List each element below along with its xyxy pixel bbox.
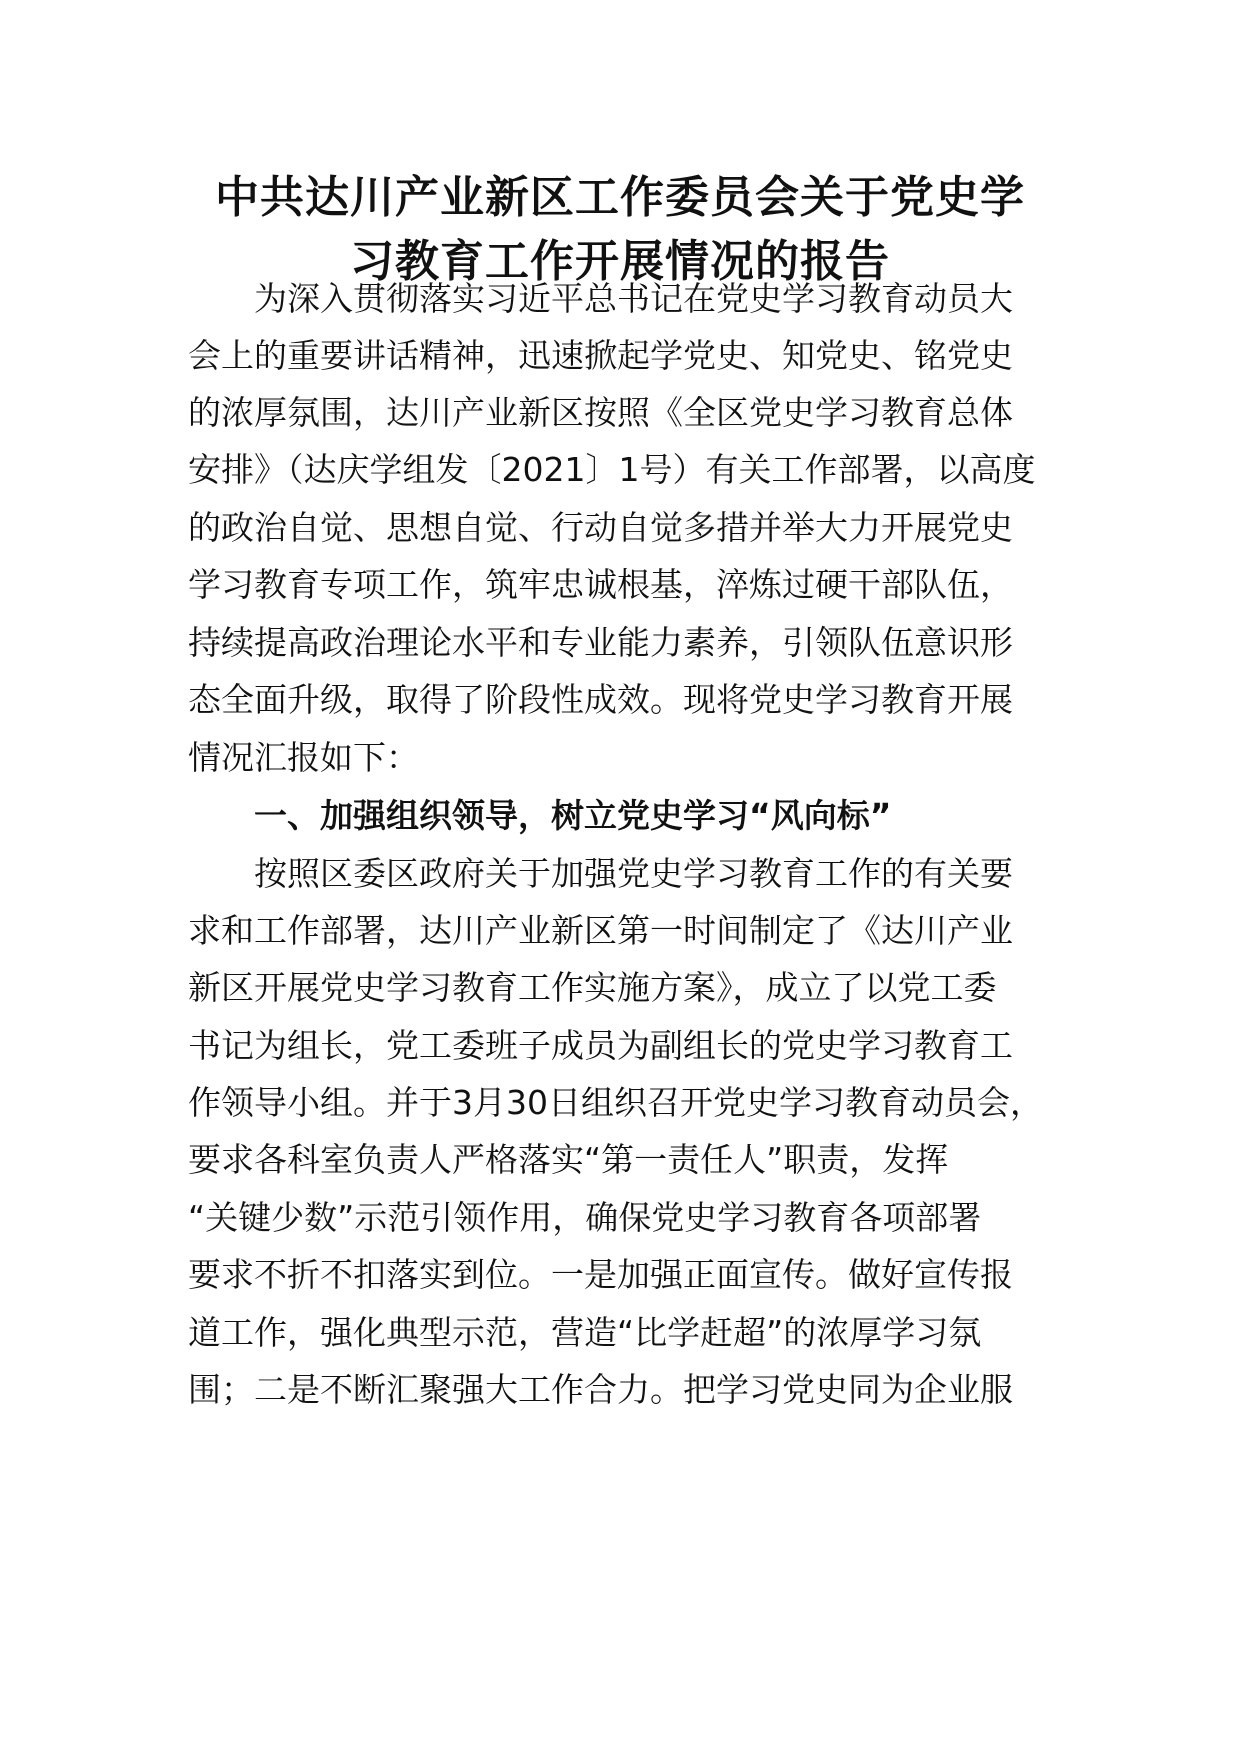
paragraph-1-line-5: 的政治自觉、思想自觉、行动自觉多措并举大力开展党史 <box>188 508 1013 547</box>
paragraph-1-line-7: 持续提高政治理论水平和专业能力素养，引领队伍意识形 <box>188 623 1013 662</box>
paragraph-2-line-1: 按照区委区政府关于加强党史学习教育工作的有关要 <box>254 854 1013 893</box>
paragraph-2-line-2: 求和工作部署，达川产业新区第一时间制定了《达川产业 <box>188 911 1013 950</box>
paragraph-1-line-2: 会上的重要讲话精神，迅速掀起学党史、知党史、铭党史 <box>188 336 1013 375</box>
paragraph-2-line-4: 书记为组长，党工委班子成员为副组长的党史学习教育工 <box>188 1026 1013 1065</box>
paragraph-2-line-7: “关键少数”示范引领作用，确保党史学习教育各项部署 <box>188 1198 982 1237</box>
paragraph-1-line-1: 为深入贯彻落实习近平总书记在党史学习教育动员大 <box>254 279 1013 318</box>
paragraph-2-line-9: 道工作，强化典型示范，营造“比学赶超”的浓厚学习氛 <box>188 1313 982 1352</box>
paragraph-1-line-3: 的浓厚氛围，达川产业新区按照《全区党史学习教育总体 <box>188 393 1013 432</box>
paragraph-1-line-4: 安排》（达庆学组发〔2021〕1号）有关工作部署，以高度 <box>188 450 1036 489</box>
paragraph-1-line-8: 态全面升级，取得了阶段性成效。现将党史学习教育开展 <box>188 680 1013 719</box>
paragraph-2-line-6: 要求各科室负责人严格落实“第一责任人”职责，发挥 <box>188 1140 949 1179</box>
paragraph-2-line-8: 要求不折不扣落实到位。一是加强正面宣传。做好宣传报 <box>188 1255 1013 1294</box>
paragraph-1-line-9: 情况汇报如下： <box>188 738 419 777</box>
section-heading-1: 一、加强组织领导，树立党史学习“风向标” <box>254 796 892 835</box>
paragraph-2-line-3: 新区开展党史学习教育工作实施方案》，成立了以党工委 <box>188 968 997 1007</box>
document-title-line-1: 中共达川产业新区工作委员会关于党史学 <box>215 172 1025 223</box>
paragraph-2-line-10: 围；二是不断汇聚强大工作合力。把学习党史同为企业服 <box>188 1370 1013 1409</box>
paragraph-1-line-6: 学习教育专项工作，筑牢忠诚根基，淬炼过硬干部队伍， <box>188 565 1013 604</box>
paragraph-2-line-5: 作领导小组。并于3月30日组织召开党史学习教育动员会， <box>188 1083 1043 1122</box>
document-title-line-2: 习教育工作开展情况的报告 <box>350 236 890 287</box>
